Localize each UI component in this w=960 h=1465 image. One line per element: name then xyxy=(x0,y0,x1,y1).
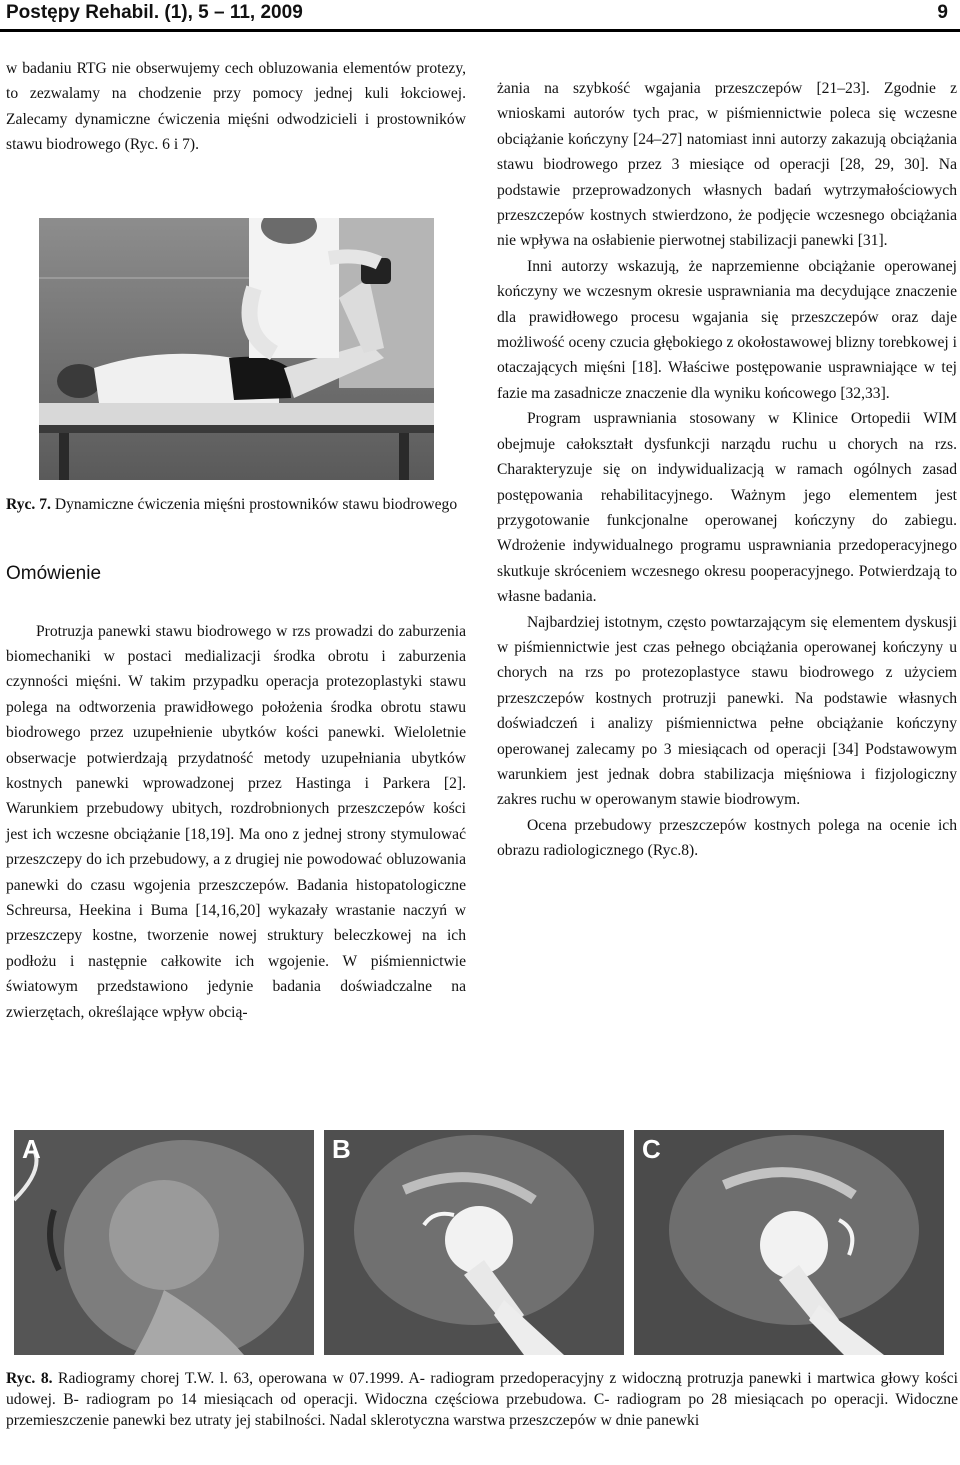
radiograph-c xyxy=(634,1130,944,1355)
figure-8-caption-text: Radiogramy chorej T.W. l. 63, operowana w 07.1999. A- radiogram przedoperacyjny z widoczną protruzja panewki i martwica głowy kości udowej. B- radiogram po 14 miesiącach od operacji. Widoczna częściowa przebudowa. C- radiogram po 28 miesiącach po operacji. Widoczne przemieszczenie panewki bez utraty jej stabilności. Nadal sklerotyczna warstwa przeszczepów w dnie panewki xyxy=(6,1370,958,1429)
right-column xyxy=(497,76,957,864)
radiograph-a-image xyxy=(14,1130,314,1355)
page-header xyxy=(0,0,960,30)
panel-label-c: C xyxy=(642,1134,661,1164)
left-column-body xyxy=(6,603,466,1041)
section-heading: Omówienie xyxy=(6,563,102,584)
right-paragraph-4: Najbardziej istotnym, często powtarzającym się elementem dyskusji w piśmiennictwie jest czas pełnego obciążania operowanej kończyny u chorych na rzs po protezoplastyce stawu biodrowego z użyciem przeszczepów kostnych protruzji panewki. Na podstawie własnych doświadczeń i analizy piśmiennictwa pełne obciążanie kończyny operowanej zalecamy po 3 miesiącach od operacji [34] Podstawowym warunkiem jest jednak dobra stabilizacja mięśniowa i fizjologiczny zakres ruchu w operowanym stawie biodrowym. xyxy=(497,613,957,809)
journal-citation: Postępy Rehabil. (1), 5 – 11, 2009 xyxy=(6,2,303,23)
page-number: 9 xyxy=(937,2,948,23)
figure-7-caption-label: Ryc. 7. xyxy=(6,496,51,513)
right-paragraph-3: Program usprawniania stosowany w Klinice Ortopedii WIM obejmuje całokształt dysfunkcji narządu ruchu u chorych na rzs. Charakteryzuje się on indywidualizacją w ramach ogólnych zasad postępowania rehabilitacyjnego. Ważnym jego elementem jest przygotowanie funkcjonalne operowanej kończyny do zabiegu. Wdrożenie indywidualnego programu usprawniania przedoperacyjnego skutkuje skróceniem wczesnego okresu pooperacyjnego. Potwierdzają to własne badania. xyxy=(497,410,957,606)
radiograph-c-image xyxy=(634,1130,944,1355)
panel-label-a: A xyxy=(22,1134,41,1164)
discussion-paragraph: Protruzja panewki stawu biodrowego w rzs prowadzi do zaburzenia biomechaniki w postaci medializacji środka obrotu i zaburzenia czynności mięśni. W takim przypadku operacja protezoplastyki stawu polega na odtworzenia prawidłowego położenia środka obrotu stawu biodrowego przez uzupełnienie ubytków kości panewki. Wieloletnie obserwacje potwierdzają przydatność metody uzupełniania ubytków kostnych panewki wprowadzonej przez Hastinga i Parkera [2]. Warunkiem przebudowy ubitych, rozdrobnionych przeszczepów kości jest ich wczesne obciążanie [18,19]. Ma ono z jednej strony stymulować przeszczepy do ich przebudowy, a z drugiej nie powodować obluzowania panewki do czasu wgojenia przeszczepów. Badania histopatologiczne Schreursa, Heekina i Buma [14,16,20] wykazały wrastanie naczyń w przeszczepy kostne, tworzenie nowej struktury beleczkowej na ich podłożu i następnie całkowite ich wgojenie. W piśmiennictwie światowym przedstawiono jedynie badania doświadczalne na zwierzętach, określające wpływ obcią- xyxy=(6,622,466,1021)
radiograph-b xyxy=(324,1130,624,1355)
right-paragraph-1: żania na szybkość wgajania przeszczepów [21–23]. Zgodnie z wnioskami autorów tych prac, w piśmiennictwie poleca się wczesne obciążanie kończyny [24–27] natomiast inni autorzy zakazują obciążania stawu biodrowego przez 3 miesiące od operacji [28, 29, 30]. Na podstawie przeprowadzonych własnych badań wytrzymałościowych przeszczepów kostnych stwierdzono, że podjęcie wczesnego obciążania nie wpływa na osłabienie pierwotnej stabilizacji panewki [31]. xyxy=(497,80,957,250)
figure-8-radiographs xyxy=(14,1130,944,1355)
panel-label-b: B xyxy=(332,1134,351,1164)
exercise-photo-illustration xyxy=(39,218,434,480)
figure-7-caption xyxy=(6,492,461,517)
figure-8-caption-label: Ryc. 8. xyxy=(6,1370,53,1387)
figure-7-photo xyxy=(39,218,434,480)
figure-8-caption xyxy=(6,1368,958,1431)
figure-7-caption-text: Dynamiczne ćwiczenia mięśni prostowników stawu biodrowego xyxy=(50,496,458,513)
right-paragraph-5: Ocena przebudowy przeszczepów kostnych polega na ocenie ich obrazu radiologicznego (Ryc.8). xyxy=(497,816,957,860)
left-column-intro xyxy=(6,56,466,158)
right-paragraph-2: Inni autorzy wskazują, że naprzemienne obciążanie operowanej kończyny we wczesnym okresie usprawniania ma decydujące znaczenie dla prawidłowego procesu wgajania się przeszczepów oraz daje możliwość oceny czucia głębokiego z okołostawowej blizny torebkowej i otaczających mięśni [18]. Właściwe postępowanie usprawniające w tej fazie ma zasadnicze znaczenie dla wyniku końcowego [32,33]. xyxy=(497,257,957,402)
header-rule xyxy=(0,29,960,32)
radiograph-b-image xyxy=(324,1130,624,1355)
radiograph-a xyxy=(14,1130,314,1355)
intro-paragraph: w badaniu RTG nie obserwujemy cech obluzowania elementów protezy, to zezwalamy na chodzenie przy pomocy jednej kuli łokciowej. Zalecamy dynamiczne ćwiczenia mięśni odwodzicieli i prostowników stawu biodrowego (Ryc. 6 i 7). xyxy=(6,60,466,154)
